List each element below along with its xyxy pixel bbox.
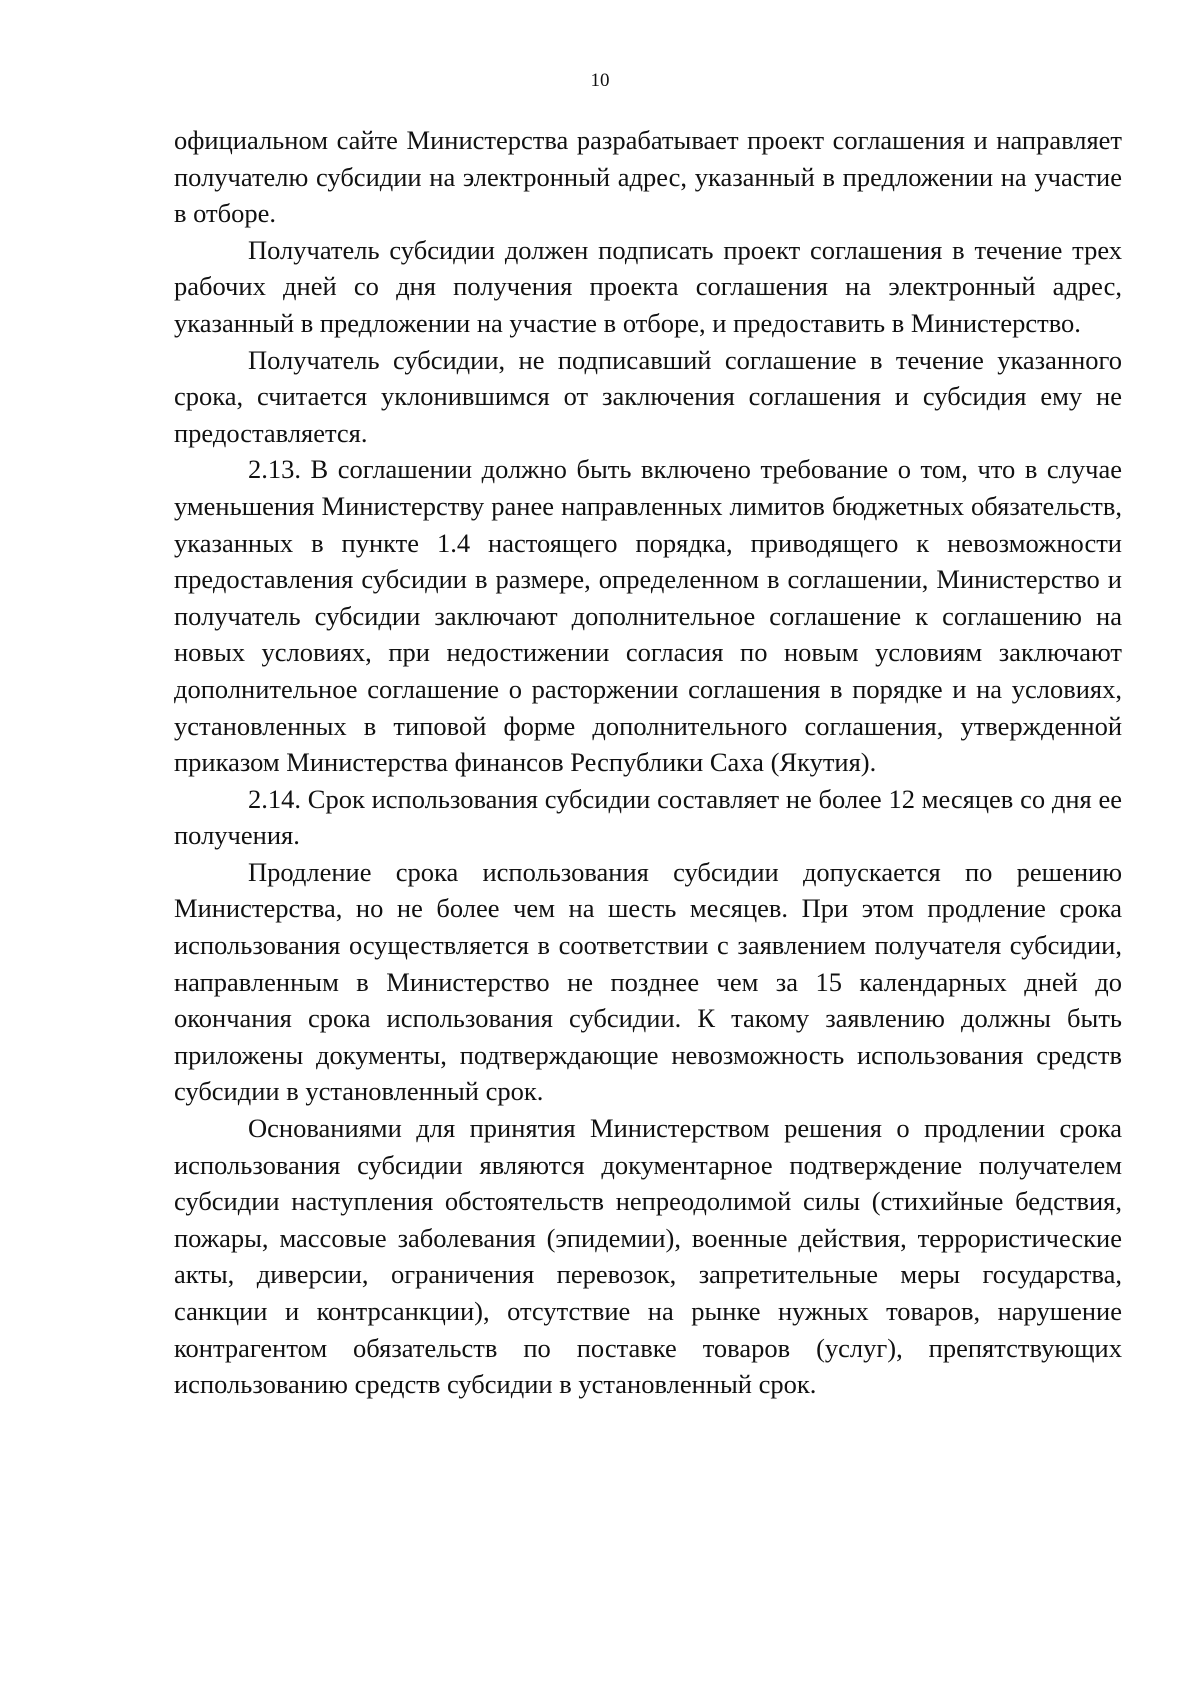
paragraph-extension: Продление срока использования субсидии допускается по решению Министерства, но не более чем на шесть месяцев. При этом продление срока использования осуществляется в соответствии с заявлением получателя субсидии, направленным в Министерство не позднее чем за 15 календарных дней до окончания срока использования субсидии. К такому заявлению должны быть приложены документы, подтверждающие невозможность использования средств субсидии в установленный срок. [174,856,1122,1107]
paragraph-signing-deadline: Получатель субсидии должен подписать проект соглашения в течение трех рабочих дней со дня получения проекта соглашения на электронный адрес, указанный в предложении на участие в отборе, и предоставить в Министерство. [174,234,1122,338]
paragraph-evasion: Получатель субсидии, не подписавший соглашение в течение указанного срока, считается уклонившимся от заключения соглашения и субсидия ему не предоставляется. [174,344,1122,448]
paragraph-grounds: Основаниями для принятия Министерством решения о продлении срока использования субсидии являются документарное подтверждение получателем субсидии наступления обстоятельств непреодолимой силы (стихийные бедствия, пожары, массовые заболевания (эпидемии), военные действия, террористические акты, диверсии, ограничения перевозок, запретительные меры государства, санкции и контрсанкции), отсутствие на рынке нужных товаров, нарушение контрагентом обязательств по поставке товаров (услуг), препятствующих использованию средств субсидии в установленный срок. [174,1113,1122,1400]
paragraph-2-13: 2.13. В соглашении должно быть включено требование о том, что в случае уменьшения Министерству ранее направленных лимитов бюджетных обязательств, указанных в пункте 1.4 настоящего порядка, приводящего к невозможности предоставления субсидии в размере, определенном в соглашении, Министерство и получатель субсидии заключают дополнительное соглашение к соглашению на новых условиях, при недостижении согласия по новым условиям заключают дополнительное соглашение о расторжении соглашения в порядке и на условиях, установленных в типовой форме дополнительного соглашения, утвержденной приказом Министерства финансов Республики Саха (Якутия). [174,454,1122,778]
paragraph-continuation: официальном сайте Министерства разрабатывает проект соглашения и направляет получателю субсидии на электронный адрес, указанный в предложении на участие в отборе. [174,125,1122,229]
page-number: 10 [590,70,610,91]
paragraph-2-14: 2.14. Срок использования субсидии составляет не более 12 месяцев со дня ее получения. [174,783,1122,851]
document-body [174,122,1122,1403]
